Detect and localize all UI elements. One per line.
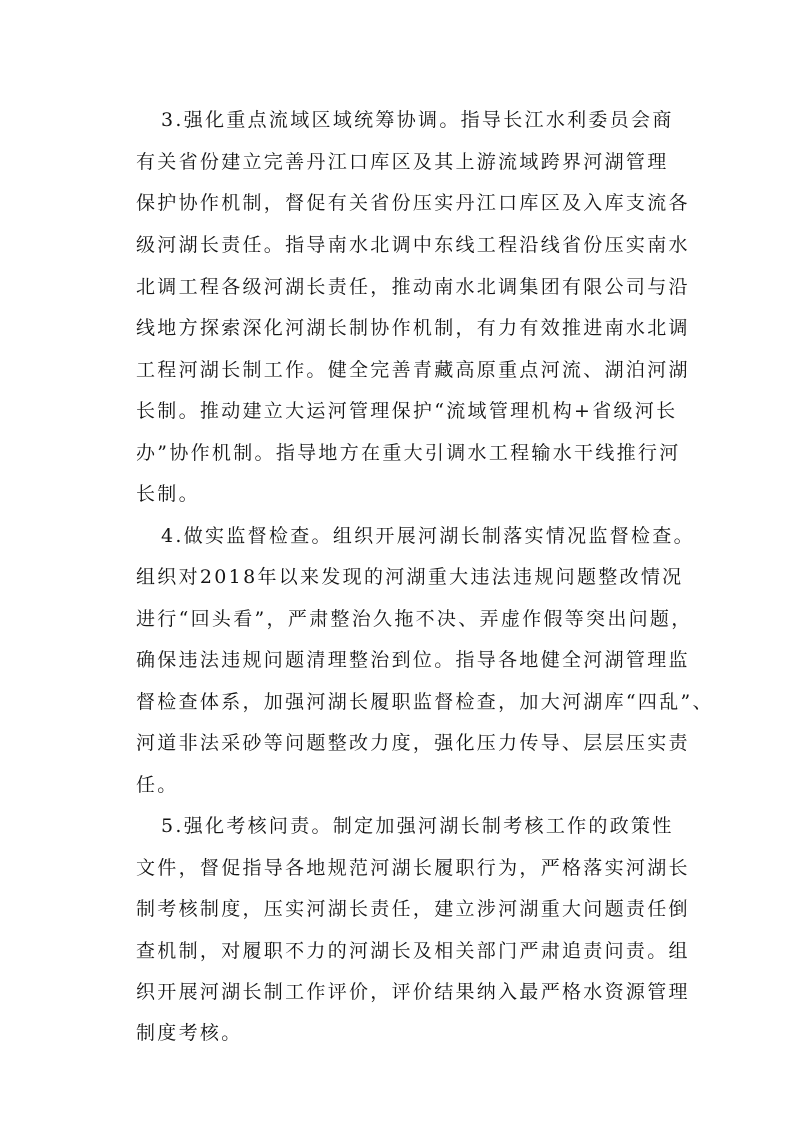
- paragraph-3-line-6: 线地方探索深化河湖长制协作机制，有力有效推进南水北调: [136, 317, 690, 339]
- paragraph-3-line-1: 3.强化重点流域区域统筹协调。指导长江水利委员会商: [161, 109, 674, 131]
- paragraph-3-line-9: 办”协作机制。指导地方在重大引调水工程输水干线推行河: [136, 442, 681, 464]
- paragraph-3-line-2: 有关省份建立完善丹江口库区及其上游流域跨界河湖管理: [136, 151, 669, 173]
- paragraph-3-line-4: 级河湖长责任。指导南水北调中东线工程沿线省份压实南水: [136, 234, 690, 256]
- paragraph-5-line-2: 文件，督促指导各地规范河湖长履职行为，严格落实河湖长: [136, 857, 690, 879]
- paragraph-5-line-5: 织开展河湖长制工作评价，评价结果纳入最严格水资源管理: [136, 981, 690, 1003]
- paragraph-3-line-5: 北调工程各级河湖长责任，推动南水北调集团有限公司与沿: [136, 276, 690, 298]
- paragraph-4-line-4: 确保违法违规问题清理整治到位。指导各地健全河湖管理监: [136, 649, 690, 671]
- paragraph-5-line-1: 5.强化考核问责。制定加强河湖长制考核工作的政策性: [161, 815, 674, 837]
- paragraph-5-line-4: 查机制，对履职不力的河湖长及相关部门严肃追责问责。组: [136, 940, 690, 962]
- paragraph-5-line-3: 制考核制度，压实河湖长责任，建立涉河湖重大问题责任倒: [136, 898, 690, 920]
- paragraph-4-line-2: 组织对2018年以来发现的河湖重大违法违规问题整改情况: [136, 566, 684, 588]
- paragraph-3-line-7: 工程河湖长制工作。健全完善青藏高原重点河流、湖泊河湖: [136, 359, 690, 381]
- paragraph-4-line-3: 进行“回头看”，严肃整治久拖不决、弄虚作假等突出问题，: [136, 608, 693, 630]
- paragraph-3-line-10: 长制。: [136, 483, 200, 505]
- paragraph-4-line-1: 4.做实监督检查。组织开展河湖长制落实情况监督检查。: [161, 525, 695, 547]
- paragraph-5-line-6: 制度考核。: [136, 1022, 243, 1044]
- paragraph-3-line-8: 长制。推动建立大运河管理保护“流域管理机构+省级河长: [136, 400, 678, 422]
- paragraph-3-line-3: 保护协作机制，督促有关省份压实丹江口库区及入库支流各: [136, 192, 690, 214]
- paragraph-4-line-6: 河道非法采砂等问题整改力度，强化压力传导、层层压实责: [136, 732, 690, 754]
- paragraph-4-line-7: 任。: [136, 774, 179, 796]
- paragraph-4-line-5: 督检查体系，加强河湖长履职监督检查，加大河湖库“四乱”、: [136, 691, 714, 713]
